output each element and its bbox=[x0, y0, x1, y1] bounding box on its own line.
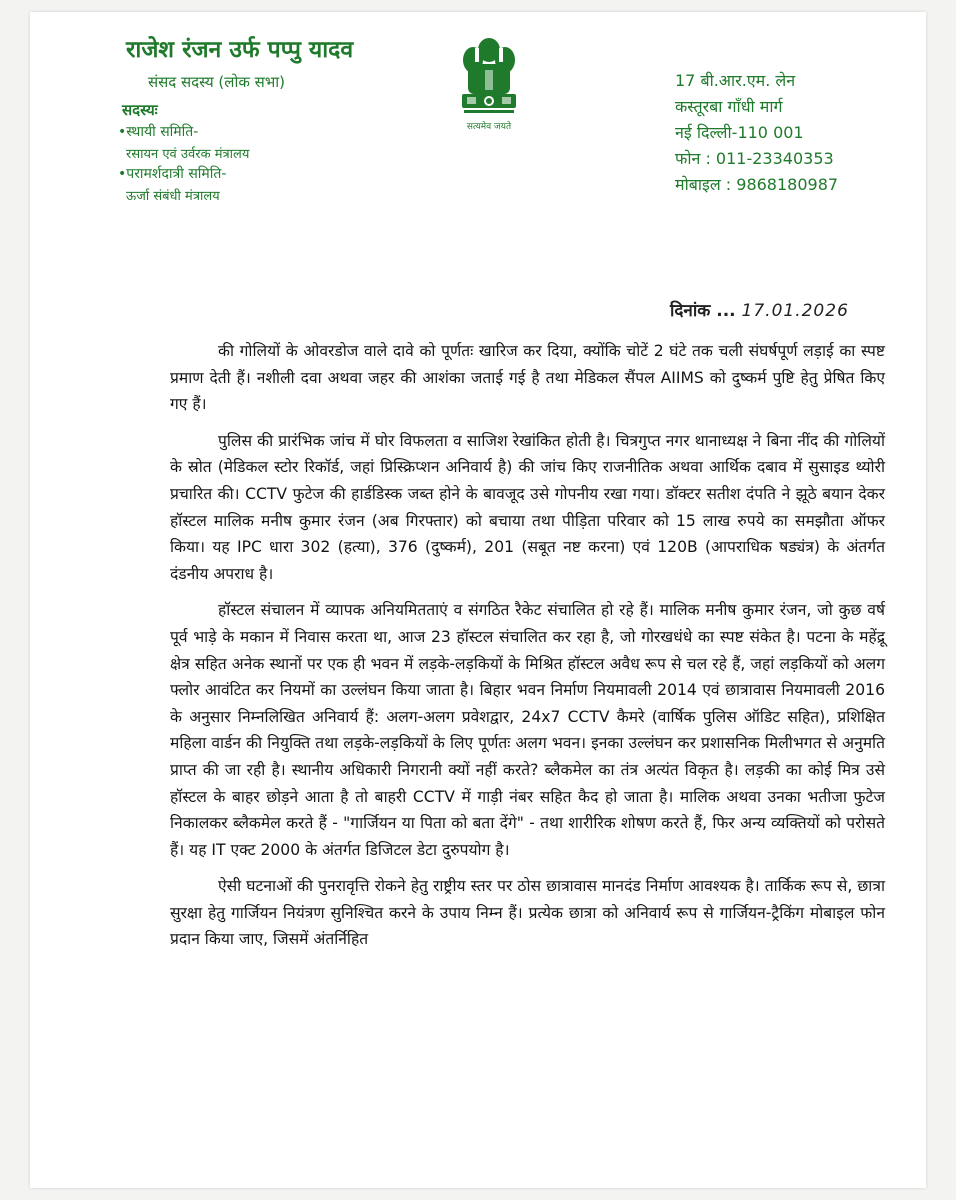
body-paragraph: ऐसी घटनाओं की पुनरावृत्ति रोकने हेतु राष्ट्रीय स्तर पर ठोस छात्रावास मानदंड निर्माण आवश्यक है। तार्किक रूप से, छात्रा सुरक्षा हेतु गार्जियन नियंत्रण सुनिश्चित करने के उपाय निम्न हैं। प्रत्येक छात्रा को अनिवार्य रूप से गार्जियन-ट्रैकिंग मोबाइल फोन प्रदान किया जाए, जिसमें अंतर्निहित bbox=[170, 877, 885, 949]
date-line bbox=[670, 298, 849, 321]
committee-title: •स्थायी समिति- bbox=[118, 124, 199, 140]
date-label: दिनांक bbox=[670, 301, 711, 321]
committee-standing bbox=[118, 122, 249, 162]
letter-body bbox=[170, 338, 885, 963]
mp-name: राजेश रंजन उर्फ पप्पु यादव bbox=[126, 37, 354, 63]
address-block bbox=[675, 68, 838, 198]
body-paragraph: हॉस्टल संचालन में व्यापक अनियमितताएं व संगठित रैकेट संचालित हो रहे हैं। मालिक मनीष कुमार रंजन, जो कुछ वर्ष पूर्व भाड़े के मकान में निवास करता था, आज 23 हॉस्टल संचालित कर रहा है, जो गोरखधंधे का स्पष्ट संकेत है। पटना के महेंद्रू क्षेत्र सहित अनेक स्थानों पर एक ही भवन में लड़के-लड़कियों के मिश्रित हॉस्टल अवैध रूप से चल रहे हैं, जहां लड़कियों को अलग फ्लोर आवंटित कर नियमों का उल्लंघन किया जाता है। बिहार भवन निर्माण नियमावली 2014 एवं छात्रावास नियमावली 2016 के अनुसार निम्नलिखित अनिवार्य हैं: अलग-अलग प्रवेशद्वार, 24x7 CCTV कैमरे (वार्षिक पुलिस ऑडिट सहित), प्रशिक्षित महिला वार्डन की नियुक्ति तथा लड़के-लड़कियों के लिए पूर्णतः अलग भवन। इनका उल्लंघन कर प्रशासनिक मिलीभगत से अनुमति प्राप्त की जा रही है। स्थानीय अधिकारी निगरानी क्यों नहीं करते? ब्लैकमेल का तंत्र अत्यंत विकृत है। लड़की का कोई मित्र उसे हॉस्टल के बाहर छोड़ने आता है तो बाहरी CCTV में गाड़ी नंबर सहित कैद हो जाता है। मालिक अथवा उनका भतीजा फुटेज निकालकर ब्लैकमेल करते हैं - "गार्जियन या पिता को बता देंगे" - तथा शारीरिक शोषण करते हैं, फिर अन्य व्यक्तियों को परोसते हैं। यह IT एक्ट 2000 के अंतर्गत डिजिटल डेटा दुरुपयोग है। bbox=[170, 601, 885, 859]
emblem-motto: सत्यमेव जयते bbox=[466, 122, 512, 132]
phone-line: फोन : 011-23340353 bbox=[675, 149, 834, 168]
date-value: 17.01.2026 bbox=[741, 301, 849, 321]
date-dots: ... bbox=[716, 301, 736, 321]
letter-page bbox=[30, 12, 926, 1188]
body-paragraph: की गोलियों के ओवरडोज वाले दावे को पूर्णतः खारिज कर दिया, क्योंकि चोटें 2 घंटे तक चली संघर्षपूर्ण लड़ाई का स्पष्ट प्रमाण देती हैं। नशीली दवा अथवा जहर की आशंका जताई गई है तथा मेडिकल सैंपल AIIMS को दुष्कर्म पुष्टि हेतु प्रेषित किए गए हैं। bbox=[170, 342, 885, 414]
mobile-line: मोबाइल : 9868180987 bbox=[675, 175, 839, 194]
committee-ministry: ऊर्जा संबंधी मंत्रालय bbox=[126, 189, 220, 204]
committee-title: •परामर्शदात्री समिति- bbox=[118, 166, 227, 182]
address-line: कस्तूरबा गाँधी मार्ग bbox=[675, 97, 783, 116]
committee-consultative bbox=[118, 164, 226, 204]
committee-ministry: रसायन एवं उर्वरक मंत्रालय bbox=[126, 147, 250, 162]
body-paragraph: पुलिस की प्रारंभिक जांच में घोर विफलता व साजिश रेखांकित होती है। चित्रगुप्त नगर थानाध्यक्ष ने बिना नींद की गोलियों के स्रोत (मेडिकल स्टोर रिकॉर्ड, जहां प्रिस्क्रिप्शन अनिवार्य है) की जांच किए राजनीतिक अथवा आर्थिक दबाव में सुसाइड थ्योरी प्रचारित की। CCTV फुटेज की हार्डडिस्क जब्त होने के बावजूद उसे गोपनीय रखा गया। डॉक्टर सतीश दंपति ने झूठे बयान देकर हॉस्टल मालिक मनीष कुमार रंजन (अब गिरफ्तार) को बचाया तथा पीड़िता परिवार को 15 लाख रुपये का समझौता ऑफर किया। यह IPC धारा 302 (हत्या), 376 (दुष्कर्म), 201 (सबूत नष्ट करना) एवं 120B (आपराधिक षड्यंत्र) के अंतर्गत दंडनीय अपराध है। bbox=[170, 431, 885, 583]
address-line: 17 बी.आर.एम. लेन bbox=[675, 71, 796, 90]
address-line: नई दिल्ली-110 001 bbox=[675, 123, 804, 142]
national-emblem-icon bbox=[455, 34, 523, 146]
member-heading: सदस्यः bbox=[122, 101, 158, 119]
mp-designation: संसद सदस्य (लोक सभा) bbox=[148, 73, 286, 91]
